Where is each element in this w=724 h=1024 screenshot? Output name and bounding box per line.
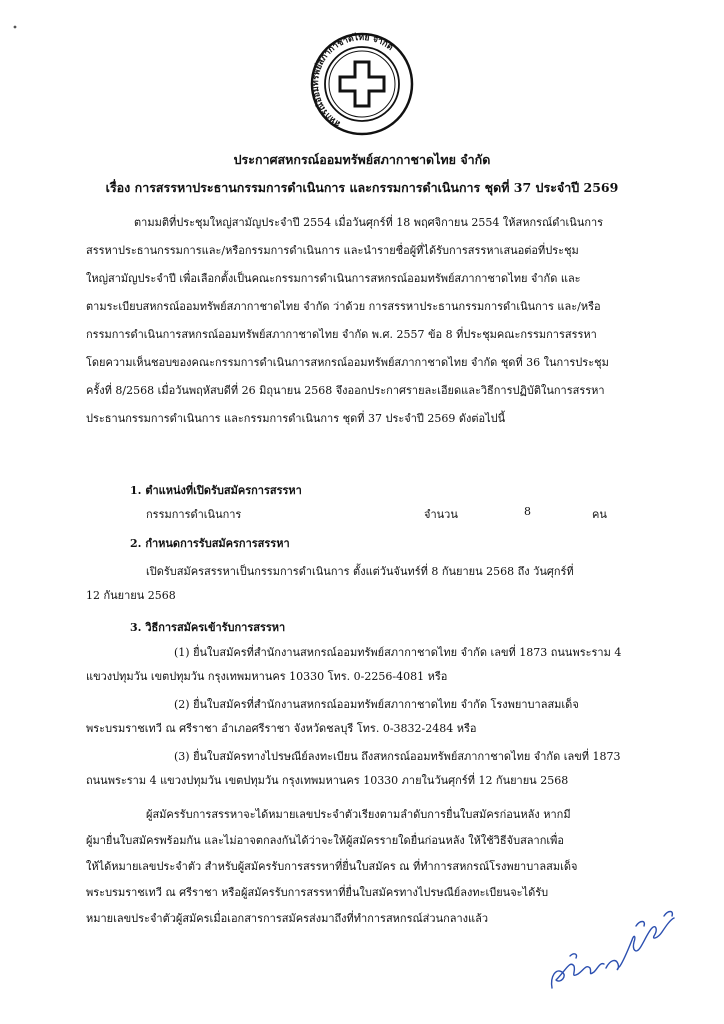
closing-line: พระบรมราชเทวี ณ ศรีราชา หรือผู้สมัครรับการสรรหาที่ยื่นใบสมัครทางไปรษณีย์ลงทะเบียนจะได้รับ: [86, 886, 549, 899]
count-label: จำนวน: [424, 508, 458, 521]
intro-line: ครั้งที่ 8/2568 เมื่อวันพฤหัสบดีที่ 26 มิถุนายน 2568 จึงออกประกาศรายละเอียดและวิธีการปฏิบัติในการสรรหา: [86, 384, 605, 397]
closing-line: ผู้สมัครรับการสรรหาจะได้หมายเลขประจำตัวเรียงตามลำดับการยื่นใบสมัครก่อนหลัง หากมี: [146, 808, 571, 821]
intro-line: โดยความเห็นชอบของคณะกรรมการดำเนินการสหกรณ์ออมทรัพย์สภากาชาดไทย จำกัด ชุดที่ 36 ในการประชุม: [86, 356, 609, 369]
schedule-line: เปิดรับสมัครสรรหาเป็นกรรมการดำเนินการ ตั้งแต่วันจันทร์ที่ 8 กันยายน 2568 ถึง วันศุกร์ที่: [146, 565, 574, 578]
closing-line: ผู้มายื่นใบสมัครพร้อมกัน และไม่อาจตกลงกันได้ว่าจะให้ผู้สมัครรายใดยื่นก่อนหลัง ให้ใช้วิธีจับสลากเพื่อ: [86, 834, 564, 847]
announcement-subject: เรื่อง การสรรหาประธานกรรมการดำเนินการ และกรรมการดำเนินการ ชุดที่ 37 ประจำปี 2569: [105, 180, 619, 195]
intro-line: กรรมการดำเนินการสหกรณ์ออมทรัพย์สภากาชาดไทย จำกัด พ.ศ. 2557 ข้อ 8 ที่ประชุมคณะกรรมการสรรหา: [86, 328, 597, 341]
cooperative-seal-logo: [310, 32, 414, 136]
schedule-line: 12 กันยายน 2568: [86, 589, 176, 602]
method-item-line: (3) ยื่นใบสมัครทางไปรษณีย์ลงทะเบียน ถึงสหกรณ์ออมทรัพย์สภากาชาดไทย จำกัด เลขที่ 1873: [174, 750, 621, 763]
section3-heading: 3. วิธีการสมัครเข้ารับการสรรหา: [130, 621, 286, 634]
method-item-line: พระบรมราชเทวี ณ ศรีราชา อำเภอศรีราชา จังหวัดชลบุรี โทร. 0-3832-2484 หรือ: [86, 722, 477, 735]
intro-line: ประธานกรรมการดำเนินการ และกรรมการดำเนินการ ชุดที่ 37 ประจำปี 2569 ดังต่อไปนี้: [86, 412, 506, 425]
count-value: 8: [524, 505, 531, 518]
method-item-line: แขวงปทุมวัน เขตปทุมวัน กรุงเทพมหานคร 10330 โทร. 0-2256-4081 หรือ: [86, 670, 448, 683]
closing-line: ให้ได้หมายเลขประจำตัว สำหรับผู้สมัครรับการสรรหาที่ยื่นใบสมัคร ณ ที่ทำการสหกรณ์โรงพยาบาลสมเด็จ: [86, 860, 578, 873]
page-mark: [10, 22, 20, 32]
method-item-line: ถนนพระราม 4 แขวงปทุมวัน เขตปทุมวัน กรุงเทพมหานคร 10330 ภายในวันศุกร์ที่ 12 กันยายน 2568: [86, 774, 569, 787]
intro-line: สรรหาประธานกรรมการและ/หรือกรรมการดำเนินการ และนำรายชื่อผู้ที่ได้รับการสรรหาเสนอต่อที่ประชุม: [86, 244, 579, 257]
position-name: กรรมการดำเนินการ: [146, 508, 242, 521]
intro-line: ตามระเบียบสหกรณ์ออมทรัพย์สภากาชาดไทย จำกัด ว่าด้วย การสรรหาประธานกรรมการดำเนินการ และ/หรือ: [86, 300, 601, 313]
announcement-title: ประกาศสหกรณ์ออมทรัพย์สภากาชาดไทย จำกัด: [233, 152, 491, 167]
intro-line: ใหญ่สามัญประจำปี เพื่อเลือกตั้งเป็นคณะกรรมการดำเนินการสหกรณ์ออมทรัพย์สภากาชาดไทย จำกัด และ: [86, 272, 581, 285]
count-unit: คน: [592, 508, 607, 521]
method-item-line: (2) ยื่นใบสมัครที่สำนักงานสหกรณ์ออมทรัพย์สภากาชาดไทย จำกัด โรงพยาบาลสมเด็จ: [174, 698, 579, 711]
section1-heading: 1. ตำแหน่งที่เปิดรับสมัครการสรรหา: [130, 484, 302, 497]
handwritten-signature: [540, 880, 690, 1000]
method-item-line: (1) ยื่นใบสมัครที่สำนักงานสหกรณ์ออมทรัพย์สภากาชาดไทย จำกัด เลขที่ 1873 ถนนพระราม 4: [174, 646, 622, 659]
intro-line: ตามมติที่ประชุมใหญ่สามัญประจำปี 2554 เมื่อวันศุกร์ที่ 18 พฤศจิกายน 2554 ให้สหกรณ์ดำเนินการ: [134, 216, 604, 229]
section2-heading: 2. กำหนดการรับสมัครการสรรหา: [130, 537, 290, 550]
closing-line: หมายเลขประจำตัวผู้สมัครเมื่อเอกสารการสมัครส่งมาถึงที่ทำการสหกรณ์ส่วนกลางแล้ว: [86, 912, 489, 925]
seal-lettering: สหกรณ์ออมทรัพย์สภากาชาดไทย จำกัด: [311, 32, 395, 129]
